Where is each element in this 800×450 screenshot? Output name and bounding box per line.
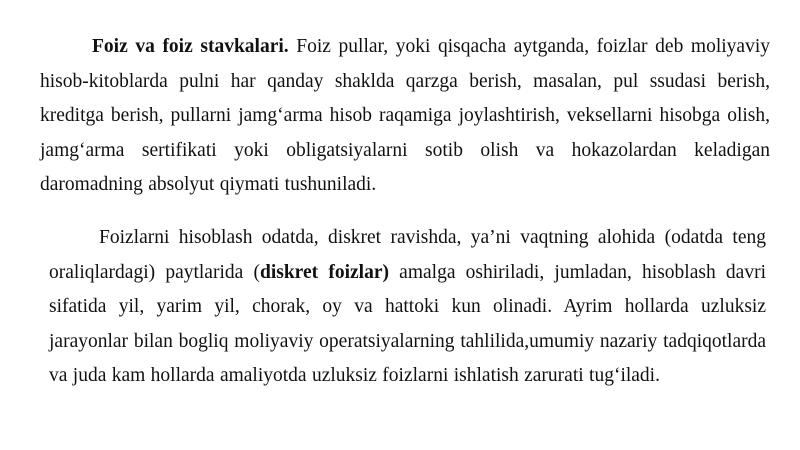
paragraph-text-before: Foizlarni hisoblash odatda, diskret ravishda, ya’ni vaqtning alohida (odatda teng oraliqlardagi) paytlarida ( [49,227,766,283]
paragraph-text-after: amalga oshiriladi, jumladan, hisoblash davri sifatida yil, yarim yil, chorak, oy va hattoki kun olinadi. Ayrim hollarda uzluksiz jarayonlar bilan bogliq moliyaviy operatsiyalarning tahlilida,umumiy nazariy tadqiqotlarda va juda kam hollarda amaliyotda uzluksiz foizlarni ishlatish zarurati tug‘iladi. [49,261,766,387]
paragraph-body-text: Foiz pullar, yoki qisqacha aytganda, foizlar deb moliyaviy hisob-kitoblarda pulni har qanday shaklda qarzga berish, masalan, pul ssudasi berish, kreditga berish, pullarni jamg‘arma hisob raqamiga joylashtirish, veksellarni hisobga olish, jamg‘arma sertifikati yoki obligatsiyalarni sotib olish va hokazolardan keladigan daromadning absolyut qiymati tushuniladi. [40,36,770,196]
paragraph-interest-definition [40,30,770,203]
paragraph-heading-bold: Foiz va foiz stavkalari. [92,36,289,57]
paragraph-discrete-interest [49,221,766,394]
bold-term-discrete-interest: diskret foizlar) [259,261,389,283]
